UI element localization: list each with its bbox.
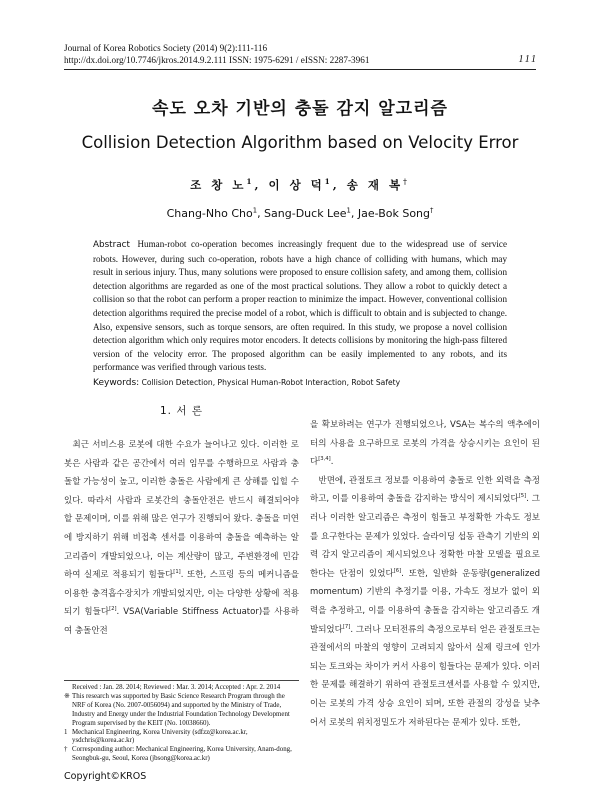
abstract-label: Abstract <box>93 240 130 250</box>
footnote <box>64 684 299 693</box>
journal-header <box>64 42 544 66</box>
keywords-label: Keywords: <box>93 378 140 388</box>
abstract-text: Human-robot co-operation becomes increasingly frequent due to the widespread use of service robots. However, during such co-operation, robots have a high chance of colliding with humans, which may result in serious injury. Thus, many solutions were proposed to ensure collision safety, and among them, collision detection algorithms are regarded as one of the most practical solutions. They allow a robot to quickly detect a collision so that the robot can perform a proper reaction to minimize the impact. However, conventional collision detection algorithms required the precise model of a robot, which is difficult to obtain and is subjected to change. Also, expensive sensors, such as torque sensors, are often required. In this study, we propose a novel collision detection algorithm which only requires motor encoders. It detects collisions by monitoring the high-pass filtered version of the velocity error. The proposed algorithm can be easily implemented to any robots, and its performance was verified through various tests. <box>93 239 507 373</box>
left-column <box>64 403 299 641</box>
footnotes <box>64 680 299 764</box>
footnote-text: This research was supported by Basic Science Research Program through the NRF of Korea (No. 2007-0056094) and supported by the Ministry of Trade, Industry and Energy under the Industrial Foundation Technology Development Program supervised by the KEIT (No. 10038660). <box>72 692 290 727</box>
affiliation-mark: 1 <box>346 206 351 215</box>
citation: [1] <box>173 569 181 576</box>
body-text: . 또한, 스프링 등의 메커니즘을 이용한 충격흡수장치가 개발되었지만, 이는 다양한 상황에 적용되기 힘들다 <box>64 570 300 618</box>
footnote-text: Received : Jan. 28. 2014; Reviewed : Mar. 3. 2014; Accepted : Apr. 2. 2014 <box>72 684 281 691</box>
body-paragraph <box>64 436 299 641</box>
footnote <box>64 729 299 747</box>
body-text: . 그러나 모터전류의 측정으로부터 얻은 관절토크는 관절에서의 마찰의 영향이 고려되지 않아서 실제 링크에 인가되는 토크와는 차이가 커서 사용이 힘들다는 문제가 있다. 이러한 문제를 해결하기 위하여 관절토크센서를 사용할 수 있지만, 이는 로봇의 가격 상승 요인이 되며, 또한 관절의 강성을 낮추어서 로봇의 위치정밀도가 저하된다는 문제가 있다. 또한, <box>310 624 540 728</box>
body-text: . 그러나 이러한 알고리즘은 측정이 힘들고 부정확한 가속도 정보를 요구한다는 문제가 있었다. 슬라이딩 섭동 관측기 기반의 외력 감지 알고리즘이 제시되었으나 정확한 마찰 모델을 필요로 한다는 단점이 있었다 <box>310 494 540 579</box>
title-korean: 속도 오차 기반의 충돌 감지 알고리즘 <box>152 99 448 119</box>
authors-english <box>0 207 600 220</box>
author-name: , Jae-Bok Song <box>350 207 431 220</box>
body-text: . 또한, 일반화 운동량(generalized momentum) 기반의 추정기를 이용, 가속도 정보가 없이 외력을 추정하고, 이를 이용하여 충돌을 감지하는 알고리즘도 개발되었다 <box>310 568 540 635</box>
header-divider <box>64 69 536 70</box>
body-text: . <box>330 457 334 468</box>
footnote-mark <box>64 684 72 693</box>
body-text: . VSA(Variable Stiffness Actuator)를 사용하여 충돌안전 <box>64 607 299 636</box>
keywords-text: Collision Detection, Physical Human-Robot Interaction, Robot Safety <box>141 378 401 387</box>
journal-citation: Journal of Korea Robotics Society (2014) 9(2):111-116 <box>64 43 268 53</box>
citation: [2] <box>109 606 117 613</box>
body-text: 최근 서비스용 로봇에 대한 수요가 늘어나고 있다. 이러한 로봇은 사람과 같은 공간에서 여러 임무를 수행하므로 사람과 충돌할 가능성이 높고, 이러한 충돌은 사람에게 큰 상해를 입힐 수 있다. 따라서 사람과 로봇간의 충돌안전은 반드시 해결되어야 할 문제이며, 이를 위해 많은 연구가 진행되어 왔다. 충돌을 미연에 방지하기 위해 비접촉 센서를 이용하여 충돌을 예측하는 알고리즘이 개발되었으나, 이는 계산량이 많고, 주변환경에 민감하여 실제로 적용되기 힘들다 <box>64 440 299 581</box>
author-name: Chang-Nho Cho <box>166 207 253 220</box>
footnote-mark: † <box>64 746 68 754</box>
body-text: 을 확보하려는 연구가 진행되었으나, VSA는 복수의 액추에이터의 사용을 요구하므로 로봇의 가격을 상승시키는 요인이 된다 <box>310 420 540 468</box>
page-number: 111 <box>518 54 538 65</box>
author-name: , Sang-Duck Lee <box>257 207 347 220</box>
authors-korean <box>0 177 600 193</box>
section-heading: 1. 서 론 <box>160 405 203 417</box>
affiliation-mark: 1 <box>252 206 258 215</box>
footnote-text: Mechanical Engineering, Korea University (sdfzz@korea.ac.kr, ysdchris@korea.ac.kr) <box>72 728 248 745</box>
citation: [7] <box>342 623 351 630</box>
footnote <box>64 746 299 764</box>
affiliation-mark: 1 <box>324 177 333 187</box>
citation: [6] <box>393 567 402 574</box>
citation: [5] <box>518 493 527 500</box>
affiliation-mark: 1 <box>246 177 255 187</box>
right-column <box>310 416 540 732</box>
abstract <box>93 238 507 375</box>
body-paragraph <box>310 472 540 732</box>
footnote-mark: ※ <box>64 692 70 700</box>
body-text: 반면에, 관절토크 정보를 이용하여 충돌로 인한 외력을 측정하고, 이를 이용하여 충돌을 감지하는 방식이 제시되었다 <box>310 475 540 505</box>
footnote-text: Corresponding author: Mechanical Engineering, Korea University, Anam-dong, Seongbuk-gu, Seoul, Korea (jbsong@korea.ac.kr) <box>72 746 292 763</box>
citation: [3,4] <box>318 456 331 463</box>
corresponding-mark: † <box>430 206 434 215</box>
footnote-mark: 1 <box>64 728 68 736</box>
body-paragraph <box>310 416 540 472</box>
copyright: Copyright©KROS <box>64 771 147 782</box>
corresponding-mark: † <box>403 177 410 187</box>
keywords <box>93 378 507 388</box>
author-name: 조 창 노 <box>190 178 247 192</box>
author-name: , 송 재 복 <box>332 178 404 192</box>
footnote <box>64 693 299 729</box>
author-name: , 이 상 덕 <box>254 178 325 192</box>
title-english: Collision Detection Algorithm based on Velocity Error <box>81 133 519 152</box>
doi-issn-line: http://dx.doi.org/10.7746/jkros.2014.9.2.111 ISSN: 1975-6291 / eISSN: 2287-3961 <box>64 55 370 65</box>
